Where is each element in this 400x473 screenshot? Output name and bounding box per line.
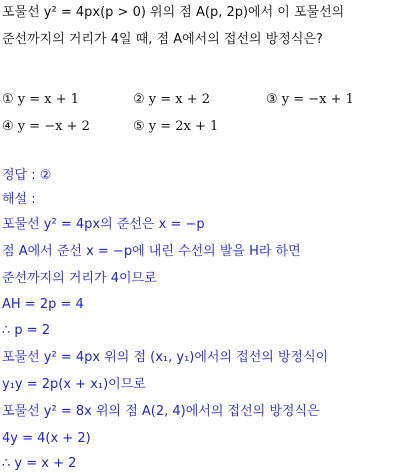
solution-line-1: 포물선 y² = 4px의 준선은 x = −p xyxy=(2,217,205,232)
option-2: ② y = x + 2 xyxy=(133,92,211,107)
solution-line-8: 포물선 y² = 8x 위의 점 A(2, 4)에서의 접선의 방정식은 xyxy=(2,404,320,419)
solution-line-5: ∴ p = 2 xyxy=(2,323,51,338)
option-4: ④ y = −x + 2 xyxy=(2,119,90,134)
solution-line-9: 4y = 4(x + 2) xyxy=(2,431,91,446)
solution-line-4: AH = 2p = 4 xyxy=(2,297,84,312)
question-line-2: 준선까지의 거리가 4일 때, 점 A에서의 접선의 방정식은? xyxy=(2,32,323,47)
solution-line-3: 준선까지의 거리가 4이므로 xyxy=(2,271,157,286)
question-line-1: 포물선 y² = 4px(p > 0) 위의 점 A(p, 2p)에서 이 포물선의 xyxy=(2,5,345,20)
options-row-2 xyxy=(2,118,398,136)
solution-line-7: y₁y = 2p(x + x₁)이므로 xyxy=(2,377,146,392)
option-1: ① y = x + 1 xyxy=(2,92,80,107)
option-5: ⑤ y = 2x + 1 xyxy=(133,119,219,134)
answer-label: 정답 : ② xyxy=(2,168,52,183)
option-3: ③ y = −x + 1 xyxy=(266,92,354,107)
solution-line-2: 점 A에서 준선 x = −p에 내린 수선의 발을 H라 하면 xyxy=(2,244,301,259)
options-row-1 xyxy=(2,91,398,109)
solution-label: 해설 : xyxy=(2,192,36,207)
solution-line-10: ∴ y = x + 2 xyxy=(2,456,77,471)
solution-line-6: 포물선 y² = 4px 위의 점 (x₁, y₁)에서의 접선의 방정식이 xyxy=(2,350,329,365)
